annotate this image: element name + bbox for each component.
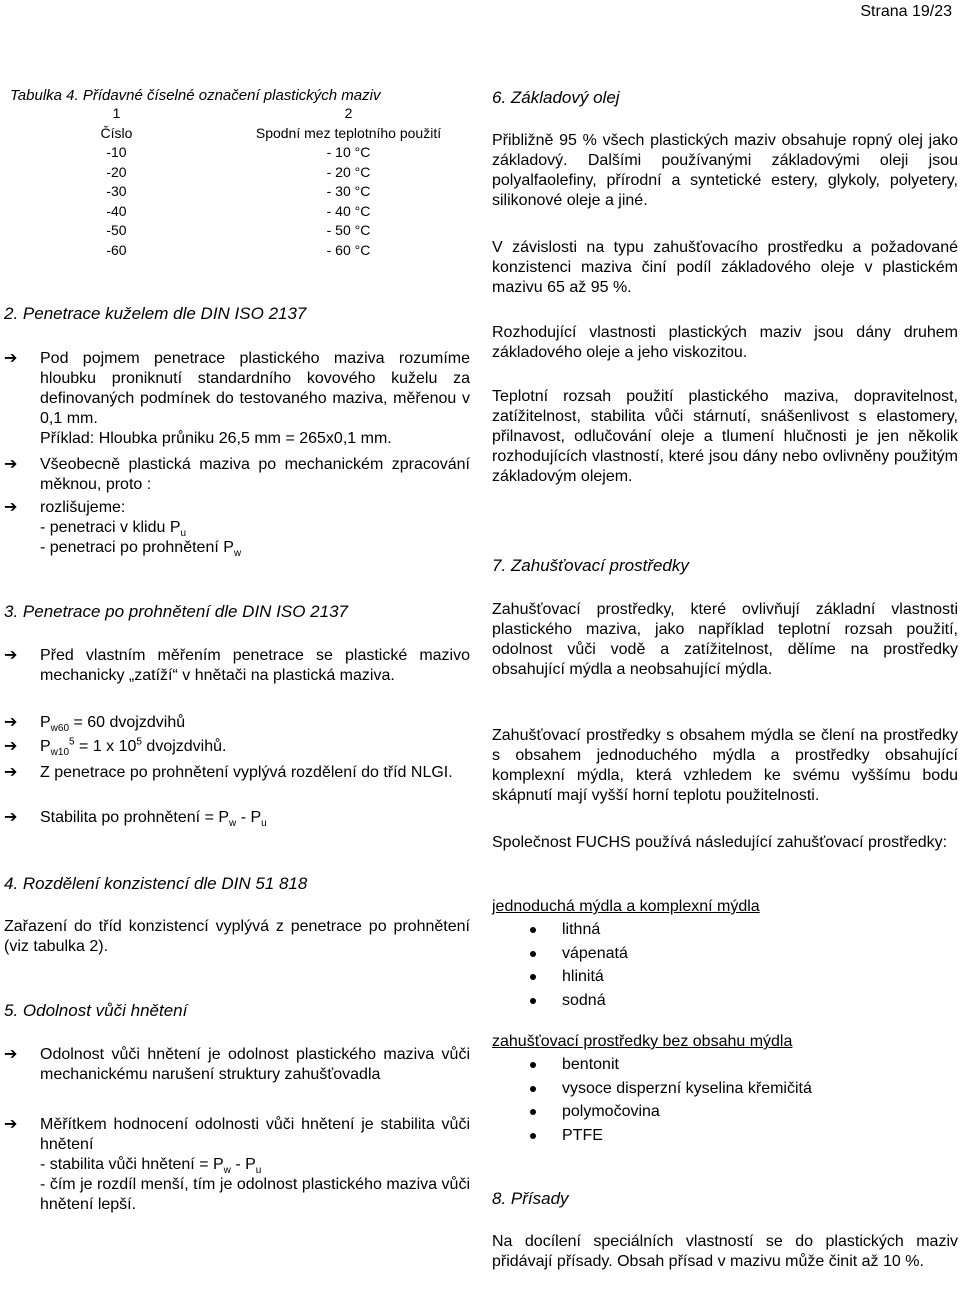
table-cell-number: -30 [106,183,127,200]
table-cell-temperature: - 10 °C [326,144,371,161]
s3-p3-text: $P_{w10}^5 = 1$ x $10^5$ dvojzdvihů. [40,736,227,759]
section-4-title: 4. Rozdělení konzistencí dle DIN 51 818 [4,874,308,893]
s5-p2-text: Měřítkem hodnocení odolnosti vůči hnětení je stabilita vůči hnětení [40,1116,470,1153]
list1-title: jednoduchá mýdla a komplexní mýdla [492,898,760,915]
list-item-text: sodná [562,991,606,1009]
lubricant-temperature-table [6,104,470,260]
list-item-text: hlinitá [562,968,604,985]
bullet-icon [528,1079,538,1089]
list2 [492,1055,958,1151]
s2-p3-text: rozlišujeme: [40,499,126,516]
right-arrow-icon: ➔ [4,1116,18,1133]
table-cell-number: Číslo [100,124,133,141]
s5-point-1 [4,1045,470,1085]
table-cell-temperature: - 50 °C [326,222,371,239]
table-cell-temperature: Spodní mez teplotního použití [255,124,442,141]
s3-p4-text: Z penetrace po prohnětení vyplývá rozdělení do tříd NLGI. [40,764,453,781]
list-item [492,1126,958,1146]
table-row [6,104,470,124]
list-item-text: vápenatá [562,944,628,962]
s7-p1-text: Zahušťovací prostředky, které ovlivňují základní vlastnosti plastického maziva, jako například teplotní rozsah použití, odolnost vůči vodě a zatížitelnost, dělíme na prostředky obsahující mýdla a neobsahující mýdla. [492,601,958,678]
s7-p3-text: Společnost FUCHS používá následující zahušťovací prostředky: [492,834,948,851]
list-item [492,1079,958,1099]
list-item-text: bentonit [562,1056,619,1073]
right-arrow-icon: ➔ [4,738,18,755]
list-item [492,920,958,940]
s2-p3b: - penetraci po prohnětení $P_w$ [40,539,242,560]
s3-point-5 [4,808,470,828]
list-item [492,967,958,987]
list-item-text: vysoce disperzní kyselina křemičitá [562,1079,812,1097]
bullet-icon [528,991,538,1001]
s2-point-2 [4,455,470,495]
s3-point-1 [4,646,470,686]
table-row [6,202,470,222]
bullet-icon [528,1055,538,1065]
right-arrow-icon: ➔ [4,350,18,367]
section-3-title: 3. Penetrace po prohnětení dle DIN ISO 2137 [4,602,349,621]
list-item [492,991,958,1011]
list-item [492,1055,958,1075]
table-row [6,143,470,163]
right-arrow-icon: ➔ [4,499,18,516]
table-cell-temperature: - 40 °C [326,202,371,219]
table-cell-temperature: 2 [344,105,353,122]
s5-point-2 [4,1115,470,1215]
page-number: Strana 19/23 [860,3,952,20]
s3-point-2 [4,713,470,733]
bullet-icon [528,920,538,930]
bullet-icon [528,944,538,954]
table-cell-temperature: - 30 °C [326,183,371,200]
table-cell-temperature: - 20 °C [326,163,371,180]
s6-p2-text: V závislosti na typu zahušťovacího prostředku a požadované konzistenci maziva činí podíl základového oleje v plastickém mazivu 65 až 95 %. [492,239,958,296]
s5-p2b: - čím je rozdíl menší, tím je odolnost plastického maziva vůči hnětení lepší. [40,1176,470,1213]
s2-p2-text: Všeobecně plastická maziva po mechanickém zpracování měknou, proto : [40,456,470,493]
s8-p1-text: Na docílení speciálních vlastností se do plastických maziv přidávají přísady. Obsah přísad v mazivu může činit až 10 %. [492,1233,958,1270]
s6-p1-text: Přibližně 95 % všech plastických maziv obsahuje ropný olej jako základový. Dalšími používanými základovými oleji jsou polyalfaolefiny, přírodní a syntetické estery, glykoly, polyetery, silikonové oleje a jiné. [492,132,958,209]
section-8-title: 8. Přísady [492,1189,569,1208]
s3-p1-text: Před vlastním měřením penetrace se plastické mazivo mechanicky „zatíží“ v hnětači na plastická maziva. [40,647,470,684]
table-caption: Tabulka 4. Přídavné číselné označení plastických maziv [10,87,381,104]
right-arrow-icon: ➔ [4,647,18,664]
table-cell-number: -40 [106,202,127,219]
s2-p1-text: Pod pojmem penetrace plastického maziva rozumíme hloubku proniknutí standardního kovového kuželu za definovaných podmínek do testovaného maziva, měřenou v 0,1 mm. [40,350,470,427]
s3-point-4 [4,763,470,783]
right-arrow-icon: ➔ [4,764,18,781]
table-cell-number: -60 [106,241,127,258]
section-5-title: 5. Odolnost vůči hnětení [4,1001,188,1020]
s5-p2a: - stabilita vůči hnětení = $P_w - P_u$ [40,1156,262,1177]
section-7-title: 7. Zahušťovací prostředky [492,556,689,575]
section-6-title: 6. Základový olej [492,88,620,107]
list-item-text: PTFE [562,1126,603,1144]
table-cell-number: -20 [106,163,127,180]
table-row [6,221,470,241]
table-row [6,241,470,261]
s3-p5-text: Stabilita po prohnětení = $P_w - P_u$ [40,809,267,830]
s2-point-3 [4,498,470,558]
list-item-text: polymočovina [562,1103,660,1120]
bullet-icon [528,967,538,977]
right-arrow-icon: ➔ [4,456,18,473]
s2-p1-example: Příklad: Hloubka průniku 26,5 mm = 265x0,1 mm. [40,430,392,447]
s3-point-3 [4,737,470,757]
list1 [492,920,958,1016]
s5-p1-text: Odolnost vůči hnětení je odolnost plastického maziva vůči mechanickému narušení struktury zahušťovadla [40,1046,470,1083]
right-arrow-icon: ➔ [4,809,18,826]
s4-p1-text: Zařazení do tříd konzistencí vyplývá z penetrace po prohnětení (viz tabulka 2). [4,918,470,955]
s7-p2-text: Zahušťovací prostředky s obsahem mýdla se člení na prostředky s obsahem jednoduchého mýdla a prostředky obsahující komplexní mýdla, která vzhledem ke svému vyššímu bodu skápnutí mají vyšší horní teplotu použitelnosti. [492,727,958,804]
table-row [6,163,470,183]
right-arrow-icon: ➔ [4,1046,18,1063]
bullet-icon [528,1102,538,1112]
table-row [6,182,470,202]
list-item-text: lithná [562,921,601,938]
table-cell-number: 1 [112,105,121,122]
section-2-title: 2. Penetrace kuželem dle DIN ISO 2137 [4,304,307,323]
s6-p3-text: Rozhodující vlastnosti plastických maziv jsou dány druhem základového oleje a jeho viskozitou. [492,324,958,361]
s3-p2-text: $P_{w60} = 60$ dvojzdvihů [40,714,186,735]
bullet-icon [528,1126,538,1136]
list-item [492,1102,958,1122]
table-cell-number: -50 [106,222,127,239]
list-item [492,944,958,964]
right-arrow-icon: ➔ [4,714,18,731]
s6-p4-text: Teplotní rozsah použití plastického maziva, dopravitelnost, zatížitelnost, stabilita vůči stárnutí, snášenlivost s elastomery, přilnavost, odlučování oleje a tlumení hlučnosti je jen několik rozhodujících vlastností, které jsou dány nebo ovlivněny použitým základovým olejem. [492,388,958,485]
list2-title: zahušťovací prostředky bez obsahu mýdla [492,1033,793,1050]
s2-p3a: - penetraci v klidu $P_u$ [40,519,187,540]
table-cell-temperature: - 60 °C [326,241,371,258]
s2-point-1 [4,349,470,449]
table-row [6,124,470,144]
table-cell-number: -10 [106,144,127,161]
